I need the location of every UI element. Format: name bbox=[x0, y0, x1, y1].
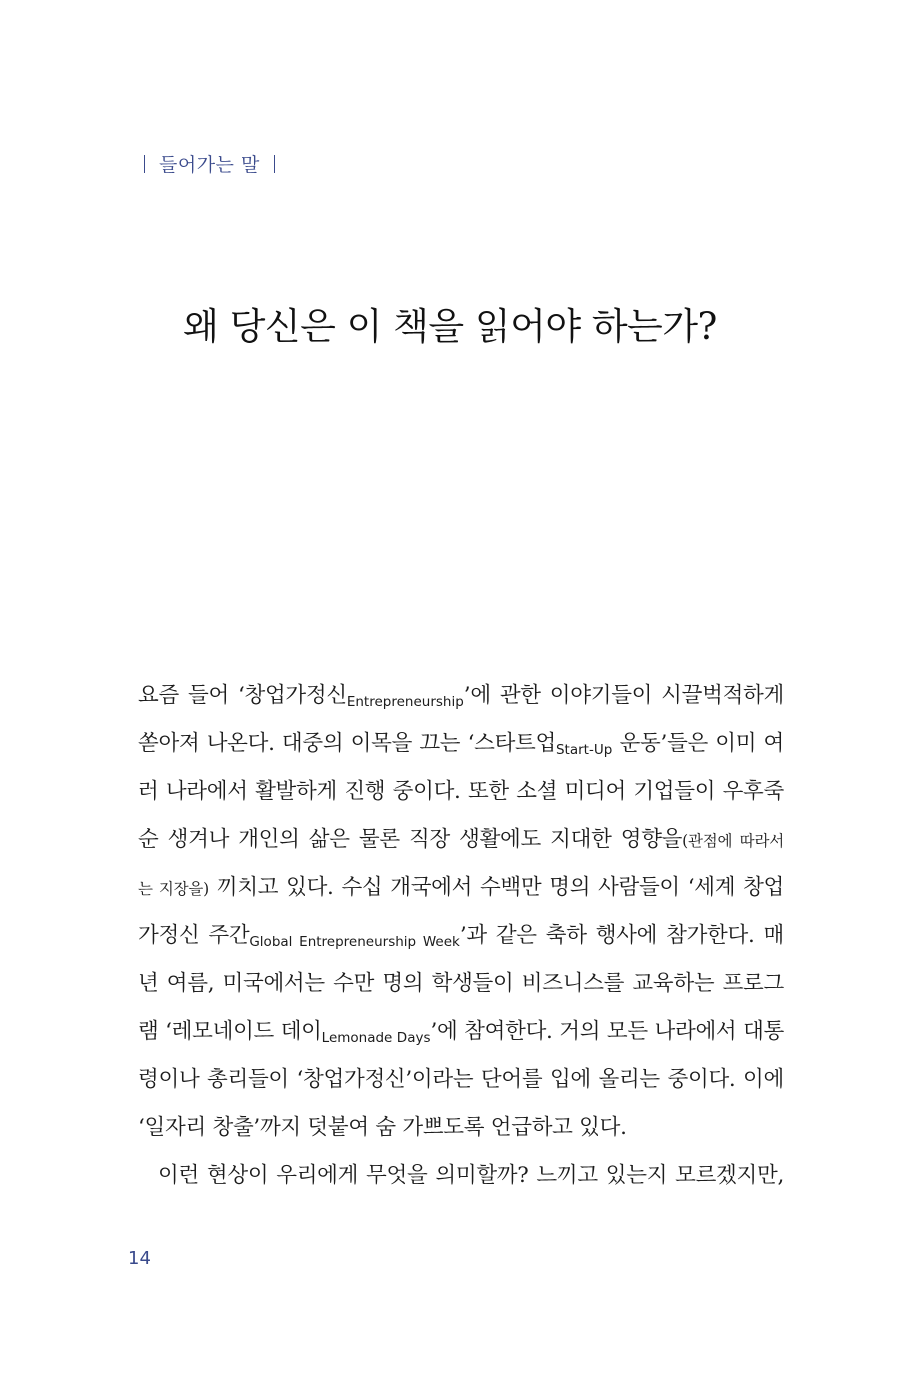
body-line bbox=[138, 1156, 784, 1204]
term-annotation: Start-Up bbox=[555, 742, 613, 758]
body-line bbox=[138, 868, 784, 916]
body-line bbox=[138, 916, 784, 964]
label-divider-left bbox=[144, 155, 145, 173]
section-label-text: 들어가는 말 bbox=[159, 154, 260, 176]
body-text-run: 년 여름, 미국에서는 수만 명의 학생들이 비즈니스를 교육하는 프로그 bbox=[138, 971, 784, 996]
parenthetical-note: 는 지장을) bbox=[138, 880, 209, 898]
parenthetical-note: (관점에 따라서 bbox=[682, 832, 784, 850]
body-text-run: ’과 같은 축하 행사에 참가한다. 매 bbox=[459, 923, 784, 948]
body-text-run: 가정신 주간 bbox=[138, 923, 250, 948]
page-number: 14 bbox=[128, 1248, 151, 1269]
term-annotation: Lemonade Days bbox=[321, 1030, 431, 1046]
term-annotation: Global Entrepreneurship Week bbox=[249, 934, 460, 950]
body-text-run: 쏟아져 나온다. 대중의 이목을 끄는 ‘스타트업 bbox=[138, 731, 556, 756]
label-divider-right bbox=[274, 155, 275, 173]
body-line bbox=[138, 964, 784, 1012]
body-text-run: 끼치고 있다. 수십 개국에서 수백만 명의 사람들이 ‘세계 창업 bbox=[209, 875, 785, 900]
body-line bbox=[138, 676, 784, 724]
chapter-title: 왜 당신은 이 책을 읽어야 하는가? bbox=[183, 305, 717, 348]
body-line bbox=[138, 772, 784, 820]
body-text-run: 운동’들은 이미 여 bbox=[612, 731, 784, 756]
body-text-run: 러 나라에서 활발하게 진행 중이다. 또한 소셜 미디어 기업들이 우후죽 bbox=[138, 779, 784, 804]
body-text-run: 순 생겨나 개인의 삶은 물론 직장 생활에도 지대한 영향을 bbox=[138, 827, 683, 852]
body-line bbox=[138, 1108, 784, 1156]
body-text-run: ‘일자리 창출’까지 덧붙여 숨 가쁘도록 언급하고 있다. bbox=[138, 1115, 627, 1140]
term-annotation: Entrepreneurship bbox=[346, 694, 464, 710]
body-text bbox=[138, 676, 784, 1204]
section-label bbox=[140, 150, 275, 177]
body-text-run: 령이나 총리들이 ‘창업가정신’이라는 단어를 입에 올리는 중이다. 이에 bbox=[138, 1067, 784, 1092]
body-line bbox=[138, 724, 784, 772]
body-text-run: ’에 참여한다. 거의 모든 나라에서 대통 bbox=[430, 1019, 785, 1044]
body-text-run: 요즘 들어 ‘창업가정신 bbox=[138, 683, 347, 708]
body-line bbox=[138, 820, 784, 868]
body-line bbox=[138, 1012, 784, 1060]
body-text-run: 이런 현상이 우리에게 무엇을 의미할까? 느끼고 있는지 모르겠지만, bbox=[158, 1163, 784, 1188]
body-line bbox=[138, 1060, 784, 1108]
body-text-run: 램 ‘레모네이드 데이 bbox=[138, 1019, 322, 1044]
body-text-run: ’에 관한 이야기들이 시끌벅적하게 bbox=[463, 683, 784, 708]
